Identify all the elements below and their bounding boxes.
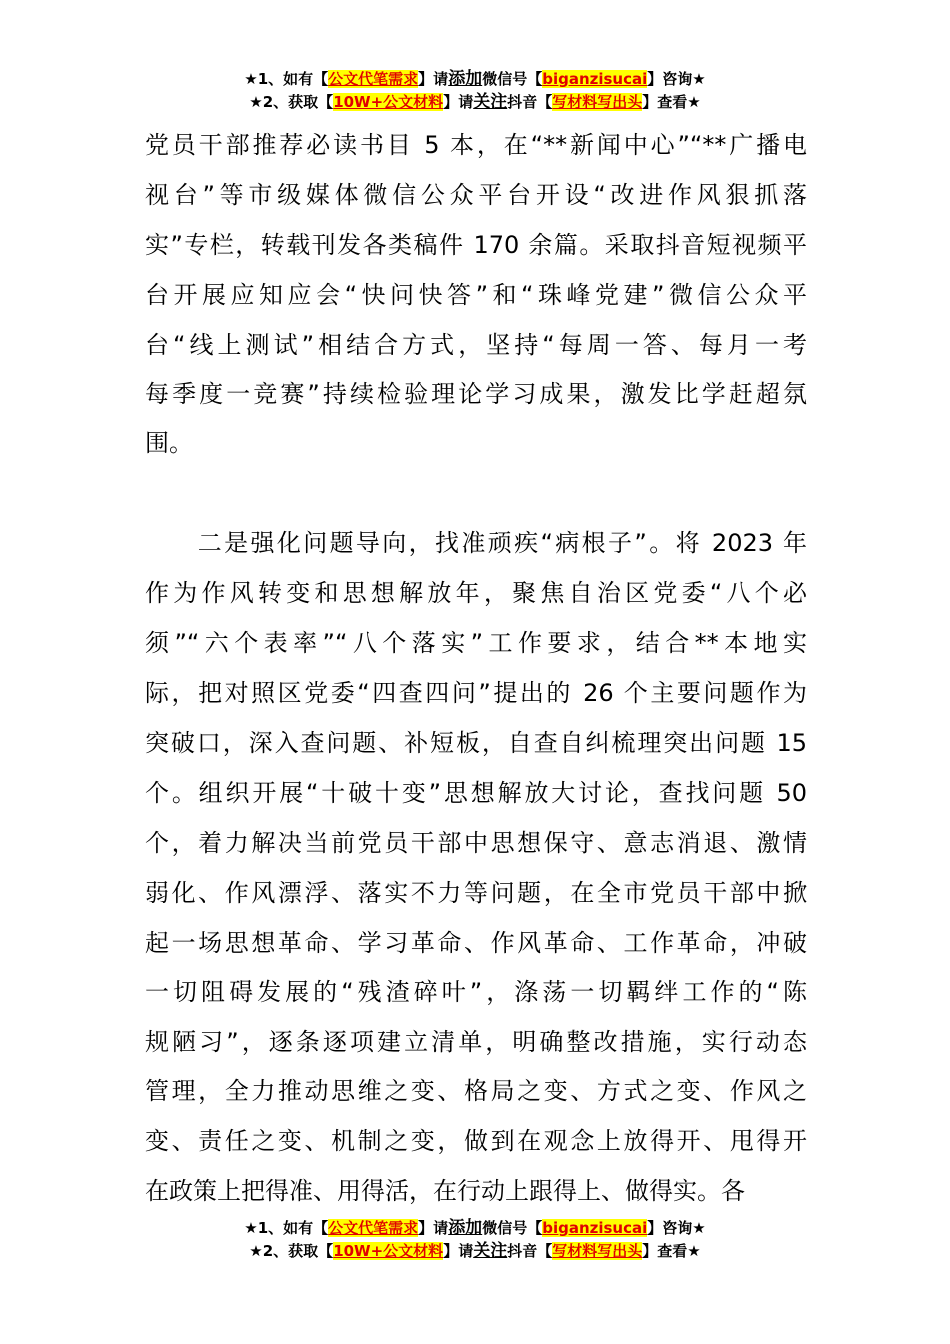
text: 抖音【 (507, 1242, 553, 1260)
promo-banner-bottom (0, 1217, 950, 1263)
text-line: 须”“六个表率”“八个落实”工作要求，结合**本地实 (145, 629, 807, 657)
text-line: 变、责任之变、机制之变，做到在观念上放得开、甩得开 (145, 1127, 807, 1155)
underline: 关注 (473, 1241, 508, 1261)
text-line: 二是强化问题导向，找准顽疾“病根子”。将 2023 年 (145, 529, 807, 557)
text-line: 个，着力解决当前党员干部中思想保守、意志消退、激情 (145, 829, 807, 857)
highlight: 10W+公文材料 (333, 93, 444, 111)
text: 】请 (418, 70, 449, 88)
text-line: 台开展应知应会“快问快答”和“珠峰党建”微信公众平 (145, 281, 807, 309)
promo-banner-top (0, 68, 950, 114)
highlight: 公文代笔需求 (328, 1219, 419, 1237)
promo-line-1 (0, 1217, 950, 1240)
text-line: 在政策上把得准、用得活，在行动上跟得上、做得实。各 (145, 1177, 745, 1205)
text-line: 台“线上测试”相结合方式，坚持“每周一答、每月一考 (145, 331, 807, 359)
promo-line-1 (0, 68, 950, 91)
text-line: 视台”等市级媒体微信公众平台开设“改进作风狠抓落 (145, 181, 807, 209)
text: ★1、如有【 (244, 1219, 329, 1237)
text-line: 作为作风转变和思想解放年，聚焦自治区党委“八个必 (145, 579, 807, 607)
highlight: 公文代笔需求 (328, 70, 419, 88)
text: 】查看★ (642, 93, 701, 111)
text: 微信号【 (482, 1219, 543, 1237)
text: ★2、获取【 (249, 93, 334, 111)
text: 】请 (443, 1242, 474, 1260)
text: ★2、获取【 (249, 1242, 334, 1260)
text-line: 每季度一竞赛”持续检验理论学习成果，激发比学赶超氛 (145, 380, 807, 408)
text: 】查看★ (642, 1242, 701, 1260)
promo-line-2 (0, 1240, 950, 1263)
text-line: 围。 (145, 429, 193, 457)
text: 】咨询★ (647, 70, 706, 88)
underline: 添加 (448, 69, 483, 89)
text-line: 实”专栏，转载刊发各类稿件 170 余篇。采取抖音短视频平 (145, 231, 807, 259)
text: 】咨询★ (647, 1219, 706, 1237)
text: 抖音【 (507, 93, 553, 111)
text-line: 规陋习”，逐条逐项建立清单，明确整改措施，实行动态 (145, 1028, 807, 1056)
text-line: 际，把对照区党委“四查四问”提出的 26 个主要问题作为 (145, 679, 807, 707)
text-line: 党员干部推荐必读书目 5 本，在“**新闻中心”“**广播电 (145, 131, 807, 159)
underline: 添加 (448, 1218, 483, 1238)
text-line: 弱化、作风漂浮、落实不力等问题，在全市党员干部中掀 (145, 879, 807, 907)
underline: 关注 (473, 92, 508, 112)
text: ★1、如有【 (244, 70, 329, 88)
highlight: 10W+公文材料 (333, 1242, 444, 1260)
text: 】请 (443, 93, 474, 111)
text: 】请 (418, 1219, 449, 1237)
text-line: 一切阻碍发展的“残渣碎叶”，涤荡一切羁绊工作的“陈 (145, 978, 807, 1006)
text-line: 起一场思想革命、学习革命、作风革命、工作革命，冲破 (145, 929, 807, 957)
text-line: 管理，全力推动思维之变、格局之变、方式之变、作风之 (145, 1077, 807, 1105)
wechat-id: biganzisucai (542, 1219, 648, 1237)
wechat-id: biganzisucai (542, 70, 648, 88)
text-line: 个。组织开展“十破十变”思想解放大讨论，查找问题 50 (145, 779, 807, 807)
text: 微信号【 (482, 70, 543, 88)
douyin-id: 写材料写出头 (552, 93, 643, 111)
text-line: 突破口，深入查问题、补短板，自查自纠梳理突出问题 15 (145, 729, 807, 757)
douyin-id: 写材料写出头 (552, 1242, 643, 1260)
promo-line-2 (0, 91, 950, 114)
